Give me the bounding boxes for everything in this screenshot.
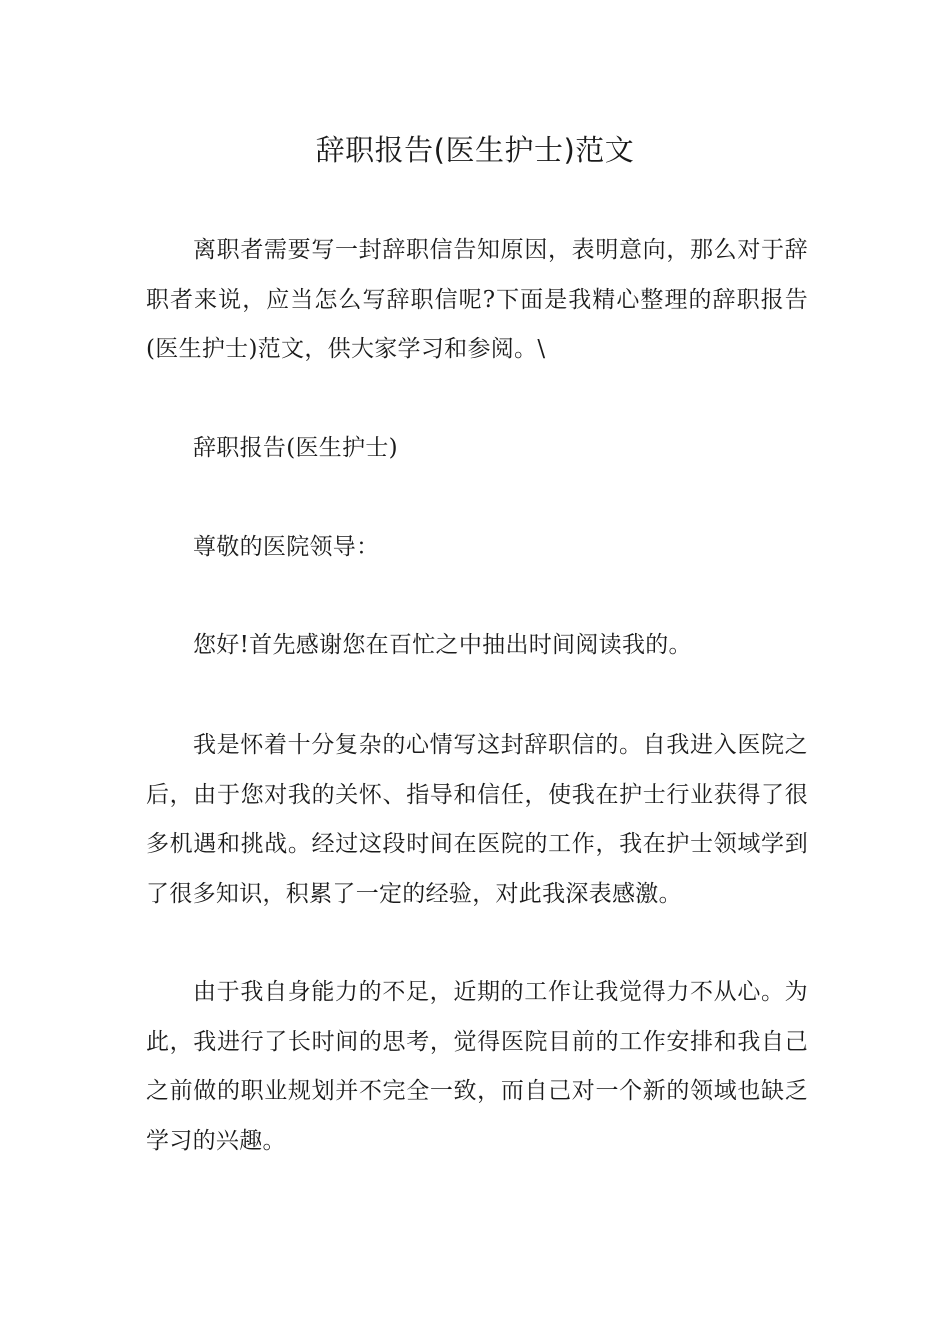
intro-paragraph: 离职者需要写一封辞职信告知原因，表明意向，那么对于辞职者来说，应当怎么写辞职信呢?下面是我精心整理的辞职报告(医生护士)范文，供大家学习和参阅。\ bbox=[146, 237, 808, 362]
document-title: 辞职报告(医生护士)范文 bbox=[315, 133, 635, 167]
letter-greeting: 您好!首先感谢您在百忙之中抽出时间阅读我的。 bbox=[193, 632, 692, 658]
letter-heading: 辞职报告(医生护士) bbox=[193, 435, 398, 461]
letter-body-paragraph: 我是怀着十分复杂的心情写这封辞职信的。自我进入医院之后，由于您对我的关怀、指导和信任，使我在护士行业获得了很多机遇和挑战。经过这段时间在医院的工作，我在护士领域学到了很多知识，积累了一定的经验，对此我深表感激。 bbox=[146, 732, 808, 907]
letter-salutation: 尊敬的医院领导： bbox=[193, 534, 380, 560]
letter-body-paragraph: 由于我自身能力的不足，近期的工作让我觉得力不从心。为此，我进行了长时间的思考，觉得医院目前的工作安排和我自己之前做的职业规划并不完全一致，而自己对一个新的领域也缺乏学习的兴趣。 bbox=[146, 979, 808, 1154]
